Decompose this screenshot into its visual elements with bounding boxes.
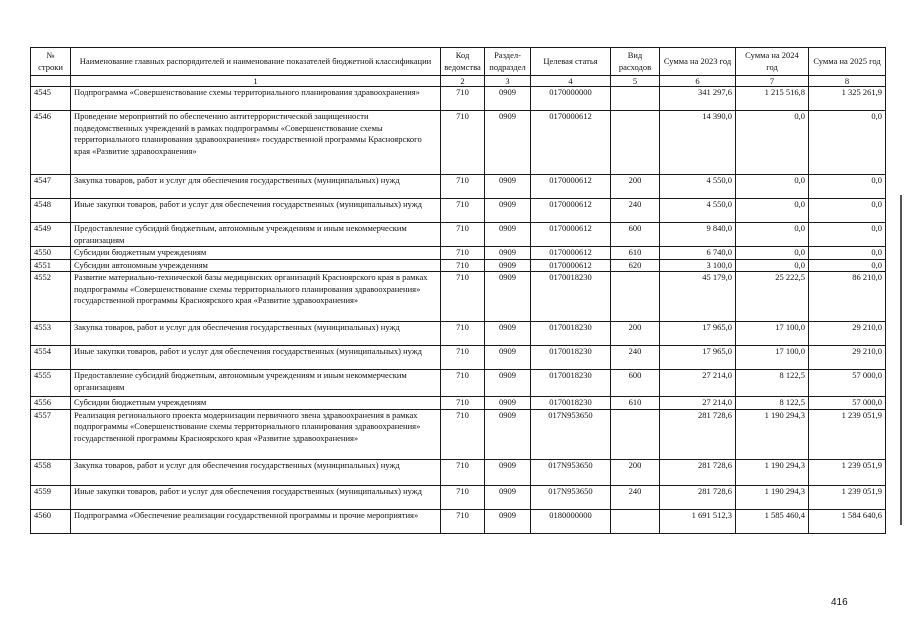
row-expense-type-cell: 240: [611, 485, 660, 509]
row-section-code-cell: 0909: [485, 322, 531, 346]
row-sum-2025-cell: 0,0: [809, 175, 886, 199]
table-row: [31, 199, 886, 223]
row-expense-type-cell: [611, 111, 660, 175]
row-expense-type-cell: 600: [611, 370, 660, 397]
row-name-cell: Иные закупки товаров, работ и услуг для обеспечения государственных (муниципальных) нужд: [71, 346, 441, 370]
row-name-cell: Закупка товаров, работ и услуг для обеспечения государственных (муниципальных) нужд: [71, 459, 441, 485]
row-name-cell: Проведение мероприятий по обеспечению антитеррористической защищенности подведомственных учреждений в рамках подпрограммы «Совершенствование схемы территориального планирования здравоохранения» государственной программы Красноярского края «Развитие здравоохранения»: [71, 111, 441, 175]
row-dept-code-cell: 710: [441, 111, 485, 175]
row-section-code-cell: 0909: [485, 199, 531, 223]
row-dept-code-cell: 710: [441, 509, 485, 533]
row-target-code-cell: 0170018230: [531, 272, 611, 322]
row-target-code-cell: 0170018230: [531, 370, 611, 397]
column-number-cell: 3: [485, 76, 531, 87]
row-section-code-cell: 0909: [485, 485, 531, 509]
budget-table-sheet: [30, 47, 885, 534]
row-number-cell: 4557: [31, 409, 71, 459]
row-dept-code-cell: 710: [441, 485, 485, 509]
row-number-cell: 4559: [31, 485, 71, 509]
row-sum-2024-cell: 1 215 516,8: [736, 87, 809, 111]
row-expense-type-cell: 200: [611, 459, 660, 485]
row-number-cell: 4546: [31, 111, 71, 175]
table-row: [31, 370, 886, 397]
row-sum-2023-cell: 281 728,6: [660, 485, 736, 509]
column-number-cell: [31, 76, 71, 87]
row-sum-2023-cell: 45 179,0: [660, 272, 736, 322]
row-sum-2023-cell: 17 965,0: [660, 346, 736, 370]
row-sum-2025-cell: 29 210,0: [809, 322, 886, 346]
table-row: [31, 346, 886, 370]
row-sum-2024-cell: 0,0: [736, 199, 809, 223]
row-dept-code-cell: 710: [441, 397, 485, 410]
column-number-cell: 5: [611, 76, 660, 87]
row-sum-2023-cell: 14 390,0: [660, 111, 736, 175]
row-sum-2023-cell: 1 691 512,3: [660, 509, 736, 533]
row-sum-2025-cell: 86 210,0: [809, 272, 886, 322]
row-sum-2024-cell: 1 585 460,4: [736, 509, 809, 533]
row-expense-type-cell: 610: [611, 397, 660, 410]
table-row: [31, 409, 886, 459]
row-number-cell: 4554: [31, 346, 71, 370]
row-sum-2025-cell: 57 000,0: [809, 370, 886, 397]
row-section-code-cell: 0909: [485, 370, 531, 397]
header-name: Наименование главных распорядителей и наименование показателей бюджетной классификации: [71, 48, 441, 76]
row-target-code-cell: 0170018230: [531, 322, 611, 346]
header-sum-2024: Сумма на 2024 год: [736, 48, 809, 76]
row-target-code-cell: 0170000612: [531, 223, 611, 247]
row-target-code-cell: 0170000612: [531, 247, 611, 260]
column-number-row: [31, 76, 886, 87]
row-sum-2024-cell: 1 190 294,3: [736, 485, 809, 509]
row-name-cell: Субсидии бюджетным учреждениям: [71, 247, 441, 260]
row-section-code-cell: 0909: [485, 259, 531, 272]
row-sum-2024-cell: 17 100,0: [736, 322, 809, 346]
row-dept-code-cell: 710: [441, 175, 485, 199]
row-sum-2024-cell: 17 100,0: [736, 346, 809, 370]
column-number-cell: 6: [660, 76, 736, 87]
row-dept-code-cell: 710: [441, 87, 485, 111]
row-sum-2023-cell: 281 728,6: [660, 459, 736, 485]
row-sum-2025-cell: 57 000,0: [809, 397, 886, 410]
row-expense-type-cell: 610: [611, 247, 660, 260]
table-row: [31, 397, 886, 410]
row-sum-2025-cell: 0,0: [809, 259, 886, 272]
row-name-cell: Иные закупки товаров, работ и услуг для обеспечения государственных (муниципальных) нужд: [71, 485, 441, 509]
row-expense-type-cell: 620: [611, 259, 660, 272]
row-section-code-cell: 0909: [485, 175, 531, 199]
table-row: [31, 485, 886, 509]
row-sum-2024-cell: 8 122,5: [736, 370, 809, 397]
row-target-code-cell: 0170000612: [531, 111, 611, 175]
table-row: [31, 111, 886, 175]
header-dept: Код ведомства: [441, 48, 485, 76]
header-section: Раздел-подраздел: [485, 48, 531, 76]
row-sum-2024-cell: 0,0: [736, 223, 809, 247]
row-name-cell: Развитие материально-технической базы медицинских организаций Красноярского края в рамках подпрограммы «Совершенствование схемы территориального планирования здравоохранения» государственной программы Красноярского края «Развитие здравоохранения»: [71, 272, 441, 322]
table-row: [31, 272, 886, 322]
row-target-code-cell: 0170018230: [531, 397, 611, 410]
row-sum-2025-cell: 1 239 051,9: [809, 485, 886, 509]
table-row: [31, 87, 886, 111]
row-section-code-cell: 0909: [485, 346, 531, 370]
row-sum-2023-cell: 4 550,0: [660, 175, 736, 199]
row-sum-2024-cell: 8 122,5: [736, 397, 809, 410]
row-section-code-cell: 0909: [485, 87, 531, 111]
row-name-cell: Предоставление субсидий бюджетным, автономным учреждениям и иным некоммерческим организациям: [71, 370, 441, 397]
row-sum-2023-cell: 17 965,0: [660, 322, 736, 346]
row-sum-2025-cell: 0,0: [809, 111, 886, 175]
row-section-code-cell: 0909: [485, 397, 531, 410]
row-section-code-cell: 0909: [485, 509, 531, 533]
row-expense-type-cell: 600: [611, 223, 660, 247]
header-sum-2025: Сумма на 2025 год: [809, 48, 886, 76]
row-sum-2025-cell: 0,0: [809, 223, 886, 247]
row-dept-code-cell: 710: [441, 272, 485, 322]
table-header-row: [31, 48, 886, 76]
row-expense-type-cell: [611, 87, 660, 111]
row-sum-2023-cell: 27 214,0: [660, 370, 736, 397]
row-dept-code-cell: 710: [441, 199, 485, 223]
row-name-cell: Субсидии автономным учреждениям: [71, 259, 441, 272]
row-sum-2023-cell: 281 728,6: [660, 409, 736, 459]
row-target-code-cell: 017N953650: [531, 459, 611, 485]
column-number-cell: 8: [809, 76, 886, 87]
column-number-cell: 4: [531, 76, 611, 87]
row-number-cell: 4551: [31, 259, 71, 272]
row-section-code-cell: 0909: [485, 459, 531, 485]
page-number: 416: [831, 597, 848, 608]
column-number-cell: 7: [736, 76, 809, 87]
row-sum-2023-cell: 4 550,0: [660, 199, 736, 223]
row-dept-code-cell: 710: [441, 370, 485, 397]
row-number-cell: 4547: [31, 175, 71, 199]
table-row: [31, 259, 886, 272]
table-row: [31, 509, 886, 533]
row-sum-2025-cell: 1 239 051,9: [809, 409, 886, 459]
row-name-cell: Реализация регионального проекта модернизации первичного звена здравоохранения в рамках подпрограммы «Совершенствование схемы территориального планирования здравоохранения» государственной программы Красноярского края «Развитие здравоохранения»: [71, 409, 441, 459]
row-expense-type-cell: [611, 509, 660, 533]
row-name-cell: Подпрограмма «Совершенствование схемы территориального планирования здравоохранения»: [71, 87, 441, 111]
row-number-cell: 4552: [31, 272, 71, 322]
header-num: № строки: [31, 48, 71, 76]
row-number-cell: 4548: [31, 199, 71, 223]
row-target-code-cell: 0170000612: [531, 259, 611, 272]
table-row: [31, 459, 886, 485]
row-sum-2024-cell: 0,0: [736, 259, 809, 272]
row-dept-code-cell: 710: [441, 409, 485, 459]
row-sum-2025-cell: 0,0: [809, 247, 886, 260]
row-sum-2025-cell: 1 325 261,9: [809, 87, 886, 111]
scan-edge-mark: [900, 195, 902, 525]
table-row: [31, 247, 886, 260]
row-expense-type-cell: [611, 409, 660, 459]
row-sum-2024-cell: 0,0: [736, 111, 809, 175]
row-sum-2025-cell: 1 584 640,6: [809, 509, 886, 533]
row-dept-code-cell: 710: [441, 459, 485, 485]
table-row: [31, 322, 886, 346]
row-dept-code-cell: 710: [441, 259, 485, 272]
row-sum-2023-cell: 9 840,0: [660, 223, 736, 247]
row-number-cell: 4549: [31, 223, 71, 247]
row-sum-2023-cell: 6 740,0: [660, 247, 736, 260]
table-row: [31, 175, 886, 199]
row-section-code-cell: 0909: [485, 223, 531, 247]
row-number-cell: 4545: [31, 87, 71, 111]
row-target-code-cell: 0170018230: [531, 346, 611, 370]
row-sum-2024-cell: 0,0: [736, 175, 809, 199]
row-target-code-cell: 017N953650: [531, 409, 611, 459]
row-sum-2024-cell: 1 190 294,3: [736, 409, 809, 459]
row-target-code-cell: 0170000612: [531, 199, 611, 223]
row-sum-2025-cell: 0,0: [809, 199, 886, 223]
row-expense-type-cell: [611, 272, 660, 322]
row-section-code-cell: 0909: [485, 111, 531, 175]
row-dept-code-cell: 710: [441, 346, 485, 370]
row-sum-2024-cell: 25 222,5: [736, 272, 809, 322]
row-expense-type-cell: 200: [611, 175, 660, 199]
row-target-code-cell: 017N953650: [531, 485, 611, 509]
row-sum-2024-cell: 1 190 294,3: [736, 459, 809, 485]
column-number-cell: 2: [441, 76, 485, 87]
row-sum-2025-cell: 1 239 051,9: [809, 459, 886, 485]
table-row: [31, 223, 886, 247]
column-number-cell: 1: [71, 76, 441, 87]
row-name-cell: Субсидии бюджетным учреждениям: [71, 397, 441, 410]
row-name-cell: Иные закупки товаров, работ и услуг для обеспечения государственных (муниципальных) нужд: [71, 199, 441, 223]
row-section-code-cell: 0909: [485, 272, 531, 322]
row-number-cell: 4560: [31, 509, 71, 533]
row-target-code-cell: 0180000000: [531, 509, 611, 533]
row-sum-2024-cell: 0,0: [736, 247, 809, 260]
row-number-cell: 4558: [31, 459, 71, 485]
row-section-code-cell: 0909: [485, 409, 531, 459]
budget-table: [30, 47, 886, 534]
row-target-code-cell: 0170000612: [531, 175, 611, 199]
row-expense-type-cell: 200: [611, 322, 660, 346]
row-sum-2025-cell: 29 210,0: [809, 346, 886, 370]
row-name-cell: Подпрограмма «Обеспечение реализации государственной программы и прочие мероприятия»: [71, 509, 441, 533]
row-dept-code-cell: 710: [441, 322, 485, 346]
row-section-code-cell: 0909: [485, 247, 531, 260]
row-target-code-cell: 0170000000: [531, 87, 611, 111]
row-number-cell: 4550: [31, 247, 71, 260]
header-type: Вид расходов: [611, 48, 660, 76]
row-sum-2023-cell: 27 214,0: [660, 397, 736, 410]
row-number-cell: 4553: [31, 322, 71, 346]
row-expense-type-cell: 240: [611, 346, 660, 370]
row-number-cell: 4556: [31, 397, 71, 410]
row-expense-type-cell: 240: [611, 199, 660, 223]
row-number-cell: 4555: [31, 370, 71, 397]
row-dept-code-cell: 710: [441, 223, 485, 247]
row-name-cell: Предоставление субсидий бюджетным, автономным учреждениям и иным некоммерческим организациям: [71, 223, 441, 247]
table-body: [31, 87, 886, 534]
row-dept-code-cell: 710: [441, 247, 485, 260]
row-sum-2023-cell: 341 297,6: [660, 87, 736, 111]
header-target: Целевая статья: [531, 48, 611, 76]
header-sum-2023: Сумма на 2023 год: [660, 48, 736, 76]
row-name-cell: Закупка товаров, работ и услуг для обеспечения государственных (муниципальных) нужд: [71, 175, 441, 199]
row-name-cell: Закупка товаров, работ и услуг для обеспечения государственных (муниципальных) нужд: [71, 322, 441, 346]
row-sum-2023-cell: 3 100,0: [660, 259, 736, 272]
